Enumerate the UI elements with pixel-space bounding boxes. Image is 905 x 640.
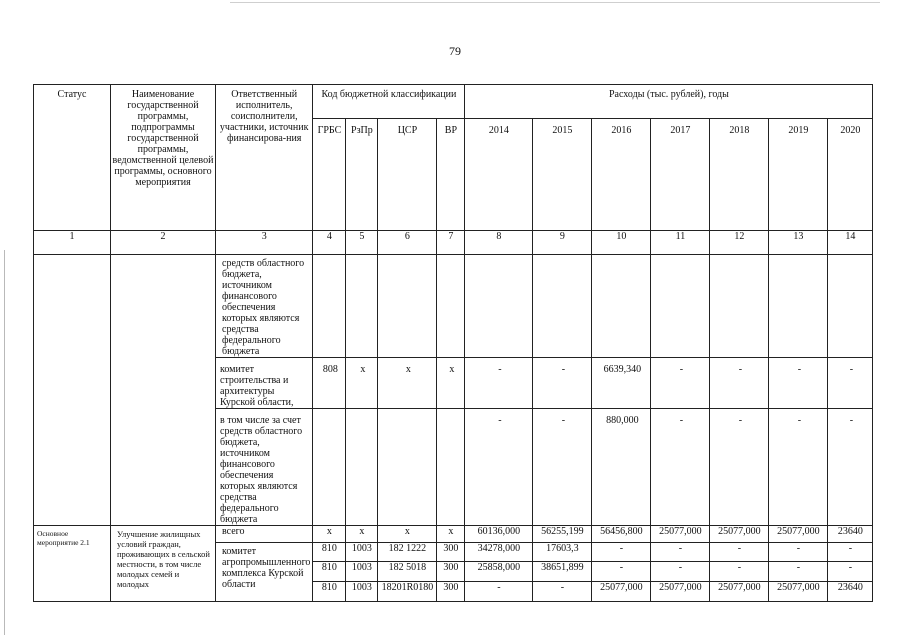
header-year: 2014 <box>465 119 533 231</box>
header-grbs: ГРБС <box>313 119 346 231</box>
header-expenses: Расходы (тыс. рублей), годы <box>465 85 873 119</box>
executor-cell: в том числе за счет средств областного бюджета, источником финансового обеспечения которых являются средства федерального бюджета <box>216 409 313 526</box>
value-cell: 25077,000 <box>592 582 651 602</box>
column-number: 14 <box>828 231 873 255</box>
value-cell: 38651,899 <box>533 562 592 582</box>
value-cell: - <box>592 562 651 582</box>
header-csr: ЦСР <box>378 119 437 231</box>
value-cell: - <box>651 562 710 582</box>
table-row <box>34 526 873 543</box>
header-rzpr: РзПр <box>346 119 378 231</box>
value-cell: - <box>533 358 592 409</box>
header-name: Наименование государственной программы, подпрограммы государственной программы, ведомственной целевой программы, основного мероприятия <box>111 85 216 231</box>
value-cell: 25077,000 <box>651 582 710 602</box>
vr-cell: 300 <box>437 562 465 582</box>
status-cell: Основное мероприятие 2.1 <box>34 526 111 602</box>
rzpr-cell: х <box>346 526 378 543</box>
value-cell: 25077,000 <box>769 526 828 543</box>
scan-edge-left <box>4 250 5 635</box>
column-number: 10 <box>592 231 651 255</box>
column-number: 7 <box>437 231 465 255</box>
header-year: 2019 <box>769 119 828 231</box>
value-cell: - <box>769 543 828 562</box>
executor-cell: комитет строительства и архитектуры Курской области, <box>216 358 313 409</box>
header-year: 2015 <box>533 119 592 231</box>
value-cell: - <box>651 358 710 409</box>
header-budget-code: Код бюджетной классификации <box>313 85 465 119</box>
status-cell <box>34 255 111 526</box>
value-cell: 25077,000 <box>710 526 769 543</box>
header-vr: ВР <box>437 119 465 231</box>
column-number: 5 <box>346 231 378 255</box>
value-cell: 23640 <box>828 526 873 543</box>
column-number: 8 <box>465 231 533 255</box>
header-status: Статус <box>34 85 111 231</box>
column-number: 1 <box>34 231 111 255</box>
grbs-cell: 808 <box>313 358 346 409</box>
value-cell: 25858,000 <box>465 562 533 582</box>
value-cell: - <box>533 409 592 526</box>
value-cell: 25077,000 <box>710 582 769 602</box>
value-cell: - <box>828 409 873 526</box>
column-number: 13 <box>769 231 828 255</box>
value-cell: - <box>651 543 710 562</box>
column-numbers-row <box>34 231 873 255</box>
value-cell: 6639,340 <box>592 358 651 409</box>
value-cell: 17603,3 <box>533 543 592 562</box>
rzpr-cell: 1003 <box>346 582 378 602</box>
value-cell: - <box>710 409 769 526</box>
vr-cell: 300 <box>437 582 465 602</box>
column-number: 4 <box>313 231 346 255</box>
vr-cell: х <box>437 526 465 543</box>
value-cell: - <box>533 582 592 602</box>
grbs-cell: 810 <box>313 562 346 582</box>
value-cell: 25077,000 <box>769 582 828 602</box>
column-number: 3 <box>216 231 313 255</box>
value-cell: 60136,000 <box>465 526 533 543</box>
name-cell <box>111 255 216 526</box>
value-cell: - <box>828 562 873 582</box>
header-year: 2018 <box>710 119 769 231</box>
value-cell: - <box>651 409 710 526</box>
value-cell: - <box>710 562 769 582</box>
value-cell: 34278,000 <box>465 543 533 562</box>
value-cell: - <box>769 562 828 582</box>
rzpr-cell: 1003 <box>346 543 378 562</box>
column-number: 9 <box>533 231 592 255</box>
rzpr-cell: 1003 <box>346 562 378 582</box>
value-cell: 23640 <box>828 582 873 602</box>
page-number: 79 <box>449 44 461 58</box>
value-cell: 56456,800 <box>592 526 651 543</box>
value-cell: - <box>710 358 769 409</box>
header-row-top <box>34 85 873 119</box>
table-row <box>34 255 873 358</box>
value-cell: - <box>769 358 828 409</box>
value-cell: 56255,199 <box>533 526 592 543</box>
value-cell: - <box>592 543 651 562</box>
value-cell: - <box>710 543 769 562</box>
value-cell: 880,000 <box>592 409 651 526</box>
column-number: 12 <box>710 231 769 255</box>
grbs-cell: х <box>313 526 346 543</box>
csr-cell: х <box>378 526 437 543</box>
rzpr-cell: х <box>346 358 378 409</box>
executor-cell: комитет агропромышленного комплекса Курской области <box>216 543 313 602</box>
value-cell: 25077,000 <box>651 526 710 543</box>
value-cell: - <box>465 409 533 526</box>
column-number: 2 <box>111 231 216 255</box>
value-cell: - <box>828 543 873 562</box>
header-year: 2020 <box>828 119 873 231</box>
value-cell: - <box>828 358 873 409</box>
vr-cell: х <box>437 358 465 409</box>
csr-cell: 182 5018 <box>378 562 437 582</box>
csr-cell: 182 1222 <box>378 543 437 562</box>
value-cell: - <box>769 409 828 526</box>
column-number: 11 <box>651 231 710 255</box>
vr-cell: 300 <box>437 543 465 562</box>
csr-cell: х <box>378 358 437 409</box>
header-year: 2017 <box>651 119 710 231</box>
grbs-cell: 810 <box>313 543 346 562</box>
budget-table <box>33 84 873 602</box>
executor-cell: всего <box>216 526 313 543</box>
csr-cell: 18201R0180 <box>378 582 437 602</box>
column-number: 6 <box>378 231 437 255</box>
value-cell: - <box>465 358 533 409</box>
value-cell: - <box>465 582 533 602</box>
executor-cell: средств областного бюджета, источником финансового обеспечения которых являются средства федерального бюджета <box>216 255 313 358</box>
grbs-cell: 810 <box>313 582 346 602</box>
header-executor: Ответственный исполнитель, соисполнители, участники, источник финансирова-ния <box>216 85 313 231</box>
name-cell: Улучшение жилищных условий граждан, проживающих в сельской местности, в том числе молодых семей и молодых <box>111 526 216 602</box>
scan-edge-top <box>230 2 880 3</box>
header-year: 2016 <box>592 119 651 231</box>
